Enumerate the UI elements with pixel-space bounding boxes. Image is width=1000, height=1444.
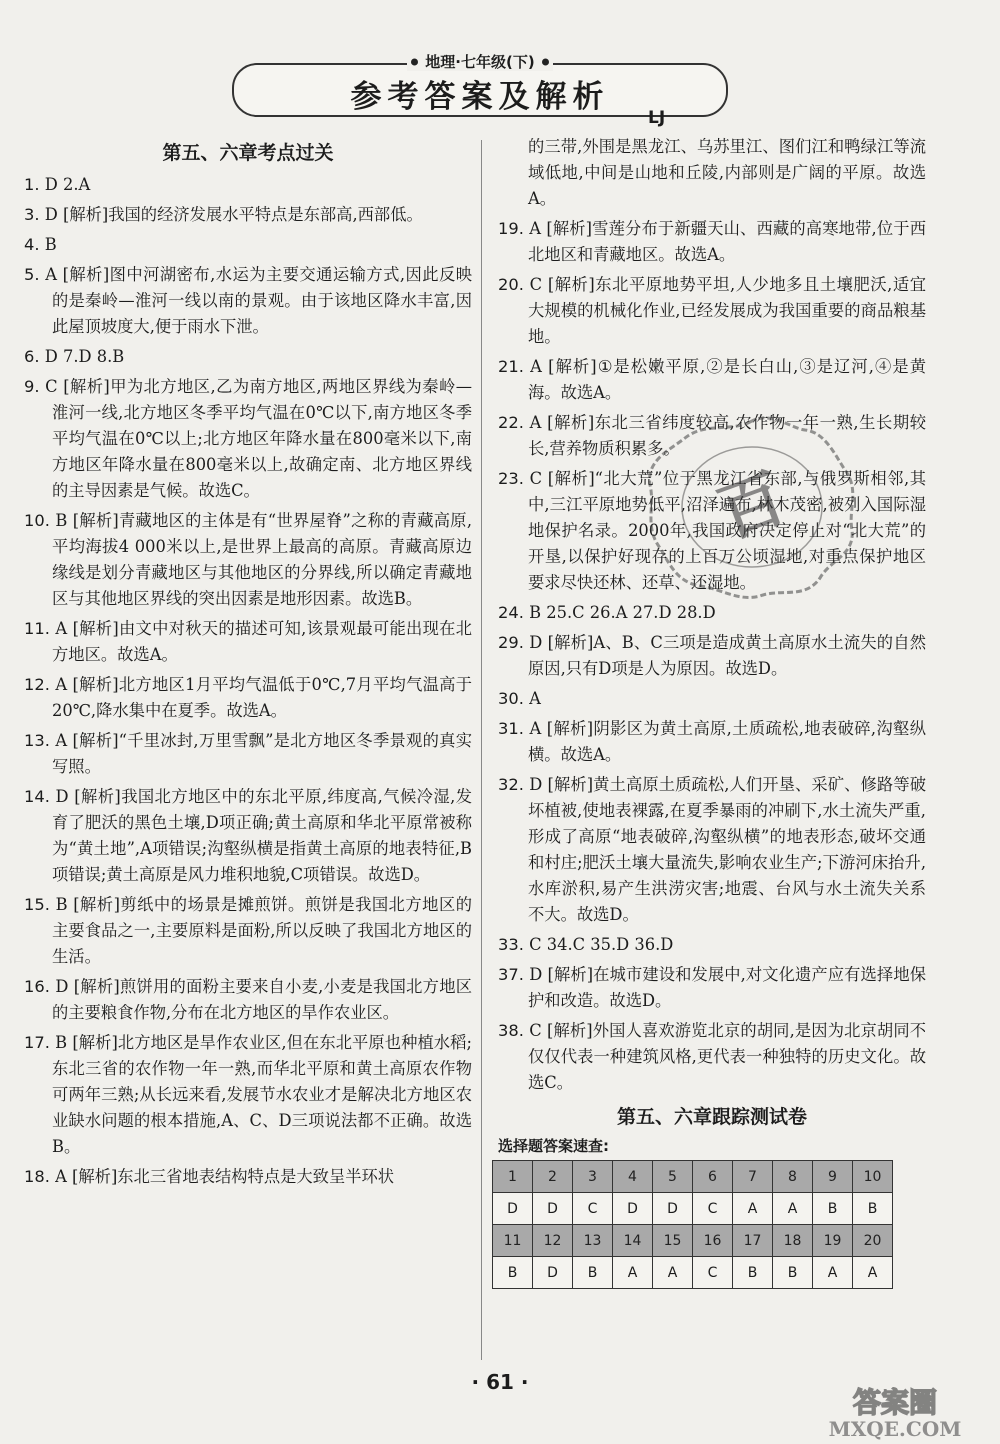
table-cell: B [733,1257,773,1289]
answer-item [498,932,926,958]
question-number: 31. [498,719,524,738]
table-cell: A [733,1193,773,1225]
column-divider [481,140,482,1360]
watermark-title: 答案圈 [852,1386,938,1419]
table-cell: 4 [613,1161,653,1193]
table-cell: D [653,1193,693,1225]
question-number: 16. [24,977,50,996]
table-cell: B [773,1257,813,1289]
question-number: 30. [498,689,524,708]
question-number: 14. [24,787,50,806]
answer-item [24,232,472,258]
table-cell: 9 [813,1161,853,1193]
table-cell: A [613,1257,653,1289]
table-cell: C [693,1193,733,1225]
table-cell: A [773,1193,813,1225]
answer-text: A [解析]北方地区1月平均气温低于0℃,7月平均气温高于20℃,降水集中在夏季。故选A。 [52,675,472,720]
answer-text: A [解析]阴影区为黄土高原,土质疏松,地表破碎,沟壑纵横。故选A。 [528,719,926,764]
answer-text: C [解析]“北大荒”位于黑龙江省东部,与俄罗斯相邻,其中,三江平原地势低平,沼泽遍布,林木茂密,被列入国际湿地保护名录。2000年,我国政府决定停止对“北大荒”的开垦,以保护好现存的上百万公顷湿地,对重点保护地区要求尽快还林、还草、还湿地。 [528,469,926,592]
question-number: 15. [24,895,50,914]
answer-item [24,374,472,504]
answer-text: D [解析]我国北方地区中的东北平原,纬度高,气候冷湿,发育了肥沃的黑色土壤,D项正确;黄土高原和华北平原常被称为“黄土地”,A项错误;沟壑纵横是指黄土高原的地表特征,B项错误;黄土高原是风力堆积地貌,C项错误。故选D。 [52,787,472,884]
table-cell: D [533,1257,573,1289]
question-number: 19. [498,219,524,238]
table-cell: D [493,1193,533,1225]
answer-item [24,1164,472,1190]
answer-item [24,892,472,970]
question-number: 20. [498,275,524,294]
answer-text: A [解析]东北三省纬度较高,农作物一年一熟,生长期较长,营养物质积累多。 [528,413,926,458]
table-cell: B [813,1193,853,1225]
answer-text: B [解析]北方地区是旱作农业区,但在东北平原也种植水稻;东北三省的农作物一年一熟,而华北平原和黄土高原农作物可两年三熟;从长远来看,发展节水农业才是解决北方地区农业缺水问题的根本措施,A、C、D三项说法都不正确。故选B。 [52,1033,472,1156]
table-cell: 11 [493,1225,533,1257]
table-cell: A [853,1257,893,1289]
answer-text: B [解析]青藏地区的主体是有“世界屋脊”之称的青藏高原,平均海拔4 000米以上,是世界上最高的高原。青藏高原边缘线是划分青藏地区与其他地区的分界线,所以确定青藏地区与其他地区界线的突出因素是地形因素。故选B。 [52,511,472,608]
question-number: 33. [498,935,524,954]
question-number: 18. [24,1167,50,1186]
question-number: 17. [24,1033,50,1052]
table-row [493,1225,893,1257]
left-column [24,138,472,1194]
table-cell: 17 [733,1225,773,1257]
question-number: 21. [498,357,524,376]
table-cell: 3 [573,1161,613,1193]
answer-item [498,772,926,928]
table-cell: D [533,1193,573,1225]
watermark-url: MXQE.COM [828,1417,962,1440]
answer-text: D [解析]黄土高原土质疏松,人们开垦、采矿、修路等破坏植被,使地表裸露,在夏季暴雨的冲刷下,水土流失严重,形成了高原“地表破碎,沟壑纵横”的地表形态,破坏交通和村庄;肥沃土壤大量流失,影响农业生产;下游河床抬升,水库淤积,易产生洪涝灾害;地震、台风与水土流失关系不大。故选D。 [528,775,926,924]
question-number: 32. [498,775,524,794]
question-number: 23. [498,469,524,488]
answer-text: B [44,235,57,254]
stamp-glyph: 百 [709,461,795,553]
question-number: 29. [498,633,524,652]
table-cell: B [853,1193,893,1225]
continued-text: 的三带,外围是黑龙江、乌苏里江、图们江和鸭绿江等流域低地,中间是山地和丘陵,内部则是广阔的平原。故选A。 [528,137,926,208]
quick-answer-label: 选择题答案速查: [498,1137,609,1155]
edition-code: LJ [648,108,666,128]
table-row [493,1193,893,1225]
table-row [493,1161,893,1193]
table-cell: 13 [573,1225,613,1257]
page-number: · 61 · [471,1370,529,1394]
answer-item [498,716,926,768]
table-cell: 15 [653,1225,693,1257]
question-number: 9. [24,377,40,396]
seal-stamp [640,410,860,600]
question-number: 5. [24,265,40,284]
question-number: 6. [24,347,40,366]
answer-item [498,272,926,350]
answer-list [24,172,472,1190]
answer-text: C 34.C 35.D 36.D [529,935,674,954]
answer-item [24,508,472,612]
table-cell: D [613,1193,653,1225]
page-title: 参考答案及解析 [350,79,610,115]
answer-item [498,630,926,682]
answer-text: D [解析]在城市建设和发展中,对文化遗产应有选择地保护和改造。故选D。 [528,965,926,1010]
section-title: 第五、六章跟踪测试卷 [616,1106,807,1128]
answer-text: C [解析]东北平原地势平坦,人少地多且土壤肥沃,适宜大规模的机械化作业,已经发展成为我国重要的商品粮基地。 [528,275,926,346]
answer-text: A [529,689,541,708]
question-number: 3. [24,205,40,224]
answer-item [498,1018,926,1096]
answer-item [24,262,472,340]
table-cell: A [653,1257,693,1289]
site-watermark [800,1382,990,1440]
question-number: 13. [24,731,50,750]
answer-text: B [解析]剪纸中的场景是摊煎饼。煎饼是我国北方地区的主要食品之一,主要原料是面粉,所以反映了我国北方地区的生活。 [52,895,472,966]
answer-item [498,600,926,626]
table-cell: C [693,1257,733,1289]
table-cell: 18 [773,1225,813,1257]
answer-text: D [解析]A、B、C三项是造成黄土高原水土流失的自然原因,只有D项是人为原因。故选D。 [528,633,926,678]
answer-item [24,672,472,724]
answer-text: D 7.D 8.B [44,347,125,366]
answer-item [24,974,472,1026]
question-number: 11. [24,619,50,638]
question-number: 4. [24,235,40,254]
table-cell: 14 [613,1225,653,1257]
right-column [498,134,926,1289]
answer-item [24,616,472,668]
table-cell: 20 [853,1225,893,1257]
question-number: 12. [24,675,50,694]
table-cell: 7 [733,1161,773,1193]
section-title: 第五、六章考点过关 [162,142,334,164]
answer-item [498,216,926,268]
table-cell: B [493,1257,533,1289]
answer-text: D [解析]煎饼用的面粉主要来自小麦,小麦是我国北方地区的主要粮食作物,分布在北方地区的旱作农业区。 [52,977,472,1022]
table-cell: 19 [813,1225,853,1257]
answer-list [498,216,926,1096]
answer-item [498,686,926,712]
answer-item [24,344,472,370]
answer-text: A [解析]“千里冰封,万里雪飘”是北方地区冬季景观的真实写照。 [52,731,472,776]
table-cell: 8 [773,1161,813,1193]
table-row [493,1257,893,1289]
answer-item [24,1030,472,1160]
answer-text: A [解析]雪莲分布于新疆天山、西藏的高寒地带,位于西北地区和青藏地区。故选A。 [528,219,926,264]
answer-text: C [解析]外国人喜欢游览北京的胡同,是因为北京胡同不仅仅代表一种建筑风格,更代表一种独特的历史文化。故选C。 [528,1021,927,1092]
question-number: 10. [24,511,50,530]
answer-item [498,354,926,406]
answer-text: A [解析]由文中对秋天的描述可知,该景观最可能出现在北方地区。故选A。 [52,619,472,664]
answer-text: D [解析]我国的经济发展水平特点是东部高,西部低。 [44,205,423,224]
question-number: 38. [498,1021,524,1040]
answer-text: C [解析]甲为北方地区,乙为南方地区,两地区界线为秦岭—淮河一线,北方地区冬季平均气温在0℃以下,南方地区冬季平均气温在0℃以上;北方地区年降水量在800毫米以下,南方地区年降水量在800毫米以上,故确定南、北方地区界线的主导因素是气候。故选C。 [45,377,472,500]
table-cell: A [813,1257,853,1289]
answer-item [24,784,472,888]
answer-table [492,1160,893,1289]
answer-item [24,172,472,198]
question-number: 22. [498,413,524,432]
table-cell: 12 [533,1225,573,1257]
table-cell: C [573,1193,613,1225]
subject-label: 地理·七年级(下) [234,51,726,72]
answer-item [24,202,472,228]
table-cell: 2 [533,1161,573,1193]
table-cell: 16 [693,1225,733,1257]
answer-text: D 2.A [44,175,91,194]
answer-item [24,728,472,780]
table-cell: 5 [653,1161,693,1193]
answer-text: B 25.C 26.A 27.D 28.D [529,603,716,622]
table-cell: B [573,1257,613,1289]
table-cell: 10 [853,1161,893,1193]
question-number: 24. [498,603,524,622]
answer-text: A [解析]东北三省地表结构特点是大致呈半环状 [55,1167,395,1186]
answer-text: A [解析]图中河湖密布,水运为主要交通运输方式,因此反映的是秦岭—淮河一线以南的景观。由于该地区降水丰富,因此屋顶坡度大,便于雨水下泄。 [45,265,472,336]
question-number: 1. [24,175,40,194]
answer-item [498,962,926,1014]
table-cell: 6 [693,1161,733,1193]
table-cell: 1 [493,1161,533,1193]
answer-text: A [解析]①是松嫩平原,②是长白山,③是辽河,④是黄海。故选A。 [528,357,926,402]
question-number: 37. [498,965,524,984]
